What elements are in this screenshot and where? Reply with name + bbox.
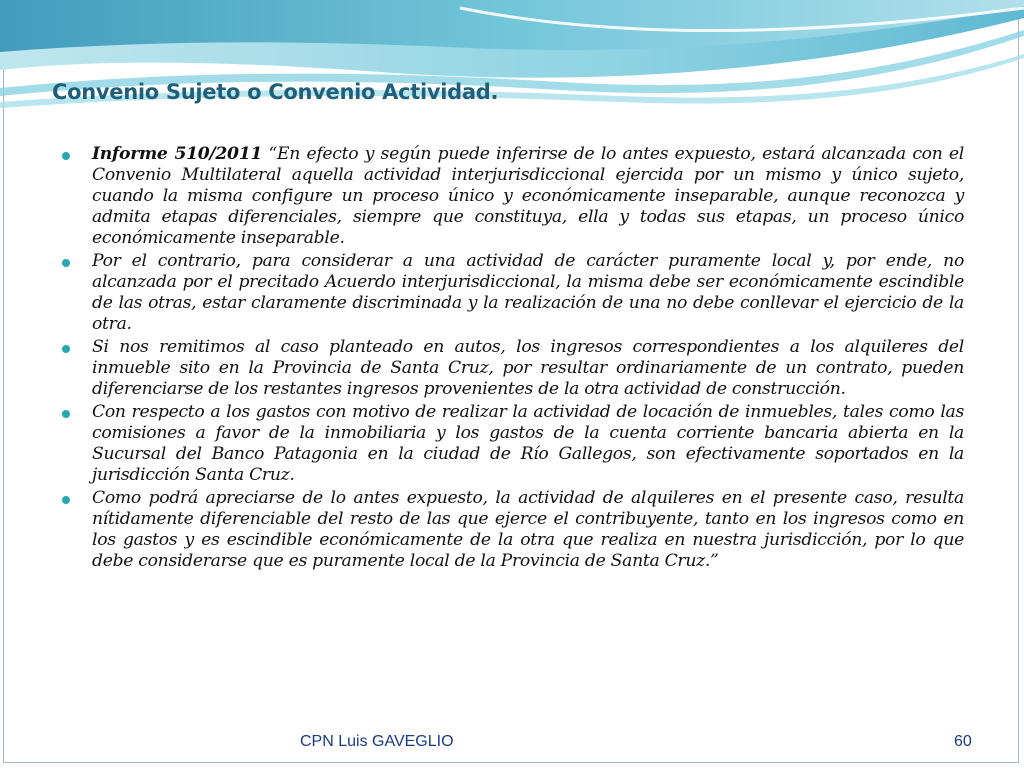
slide-title: Convenio Sujeto o Convenio Actividad. (52, 80, 499, 104)
bullet-dot-icon (62, 152, 70, 160)
bullet-text: Como podrá apreciarse de lo antes expuesto, la actividad de alquileres en el presente caso, resulta nítidamente diferenciable del resto de las que ejerce el contribuyente, tanto en los ingresos como en los gastos y es escindible económicamente de la otra que realiza en nuestra jurisdicción, por lo que debe considerarse que es puramente local de la Provincia de Santa Cruz.” (92, 488, 964, 571)
bullet-text: “En efecto y según puede inferirse de lo antes expuesto, estará alcanzada con el Convenio Multilateral aquella actividad interjurisdiccional ejercida por un mismo y único sujeto, cuando la misma configure un proceso único y económicamente inseparable, aunque reconozca y admita etapas diferenciales, siempre que constituya, ella y todas sus etapas, un proceso único económicamente inseparable. (92, 144, 964, 248)
bullet-item-4 (62, 402, 964, 486)
bullet-item-1 (62, 144, 964, 249)
page-number: 60 (954, 733, 972, 750)
bullet-text: Si nos remitimos al caso planteado en autos, los ingresos correspondientes a los alquileres del inmueble sito en la Provincia de Santa Cruz, por resultar ordinariamente de un contrato, pueden diferenciarse de los restantes ingresos provenientes de la otra actividad de construcción. (92, 337, 964, 399)
bullet-text: Por el contrario, para considerar a una actividad de carácter puramente local y, por ende, no alcanzada por el precitado Acuerdo interjurisdiccional, la misma debe ser económicamente escindible de las otras, estar claramente discriminada y la realización de una no debe conllevar el ejercicio de la otra. (92, 251, 964, 334)
bullet-item-2 (62, 251, 964, 335)
bullet-list (62, 144, 964, 574)
bullet-item-3 (62, 337, 964, 400)
bullet-dot-icon (62, 345, 70, 353)
bullet-item-5 (62, 488, 964, 572)
bullet-lead: Informe 510/2011 (92, 144, 263, 164)
bullet-dot-icon (62, 259, 70, 267)
bullet-text: Con respecto a los gastos con motivo de realizar la actividad de locación de inmuebles, tales como las comisiones a favor de la inmobiliaria y los gastos de la cuenta corriente bancaria abierta en la Sucursal del Banco Patagonia en la ciudad de Río Gallegos, son efectivamente soportados en la jurisdicción Santa Cruz. (92, 402, 964, 485)
bullet-dot-icon (62, 496, 70, 504)
bullet-dot-icon (62, 410, 70, 418)
footer-author: CPN Luis GAVEGLIO (300, 733, 454, 750)
